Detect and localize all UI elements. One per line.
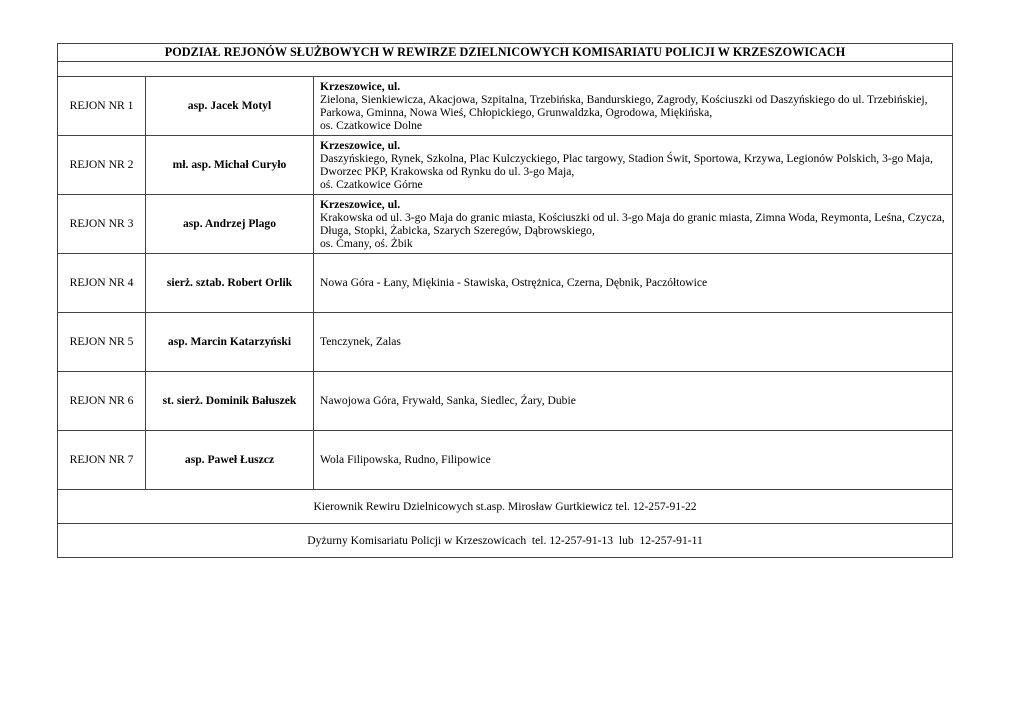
table-row (58, 136, 953, 195)
officer-name: st. sierż. Dominik Bałuszek (146, 372, 314, 431)
districts-table (57, 43, 953, 558)
city-label: Krzeszowice, ul. (320, 79, 401, 93)
title-row (58, 44, 953, 62)
table-row (58, 254, 953, 313)
streets-list: Daszyńskiego, Rynek, Szkolna, Plac Kulczyckiego, Plac targowy, Stadion Świt, Sportowa, Krzywa, Legionów Polskich, 3-go Maja, Dworzec PKP, Krakowska od Rynku do ul. 3-go Maja, (320, 151, 933, 178)
rejon-label: REJON NR 3 (58, 195, 146, 254)
officer-name: mł. asp. Michał Curyło (146, 136, 314, 195)
rejon-label: REJON NR 2 (58, 136, 146, 195)
officer-name: asp. Paweł Łuszcz (146, 431, 314, 490)
document-title: PODZIAŁ REJONÓW SŁUŻBOWYCH W REWIRZE DZIELNICOWYCH KOMISARIATU POLICJI W KRZESZOWICACH (58, 44, 953, 62)
streets-list: Zielona, Sienkiewicza, Akacjowa, Szpitalna, Trzebińska, Bandurskiego, Zagrody, Kościuszki od Daszyńskiego do ul. Trzebińskiej, Parkowa, Gminna, Nowa Wieś, Chłopickiego, Grunwaldzka, Ogrodowa, Miękińska, (320, 92, 928, 119)
footer-row-duty (58, 524, 953, 558)
table-row (58, 313, 953, 372)
streets-list: Krakowska od ul. 3-go Maja do granic miasta, Kościuszki od ul. 3-go Maja do granic miasta, Zimna Woda, Reymonta, Leśna, Czycza, Długa, Stopki, Żabicka, Szarych Szeregów, Dąbrowskiego, (320, 210, 945, 237)
footer-row-manager (58, 490, 953, 524)
area-description (314, 136, 953, 195)
rejon-label: REJON NR 6 (58, 372, 146, 431)
table-row (58, 77, 953, 136)
estate-list: oś. Czatkowice Górne (320, 178, 423, 192)
spacer-cell (58, 62, 953, 77)
officer-name: asp. Andrzej Plago (146, 195, 314, 254)
area-description: Nawojowa Góra, Frywałd, Sanka, Siedlec, Żary, Dubie (314, 372, 953, 431)
table-row (58, 431, 953, 490)
table-row (58, 195, 953, 254)
area-description (314, 195, 953, 254)
officer-name: asp. Marcin Katarzyński (146, 313, 314, 372)
officer-name: asp. Jacek Motyl (146, 77, 314, 136)
rejon-label: REJON NR 4 (58, 254, 146, 313)
spacer-row (58, 62, 953, 77)
duty-officer-contact: Dyżurny Komisariatu Policji w Krzeszowicach tel. 12-257-91-13 lub 12-257-91-11 (58, 524, 953, 558)
officer-name: sierż. sztab. Robert Orlik (146, 254, 314, 313)
rejon-label: REJON NR 1 (58, 77, 146, 136)
rejon-label: REJON NR 7 (58, 431, 146, 490)
estate-list: os. Ćmany, oś. Żbik (320, 237, 413, 251)
area-description: Tenczynek, Zalas (314, 313, 953, 372)
rejon-label: REJON NR 5 (58, 313, 146, 372)
table-row (58, 372, 953, 431)
manager-contact: Kierownik Rewiru Dzielnicowych st.asp. Mirosław Gurtkiewicz tel. 12-257-91-22 (58, 490, 953, 524)
city-label: Krzeszowice, ul. (320, 197, 401, 211)
city-label: Krzeszowice, ul. (320, 138, 401, 152)
area-description (314, 77, 953, 136)
area-description: Nowa Góra - Łany, Miękinia - Stawiska, Ostrężnica, Czerna, Dębnik, Paczółtowice (314, 254, 953, 313)
estate-list: os. Czatkowice Dolne (320, 119, 423, 133)
area-description: Wola Filipowska, Rudno, Filipowice (314, 431, 953, 490)
